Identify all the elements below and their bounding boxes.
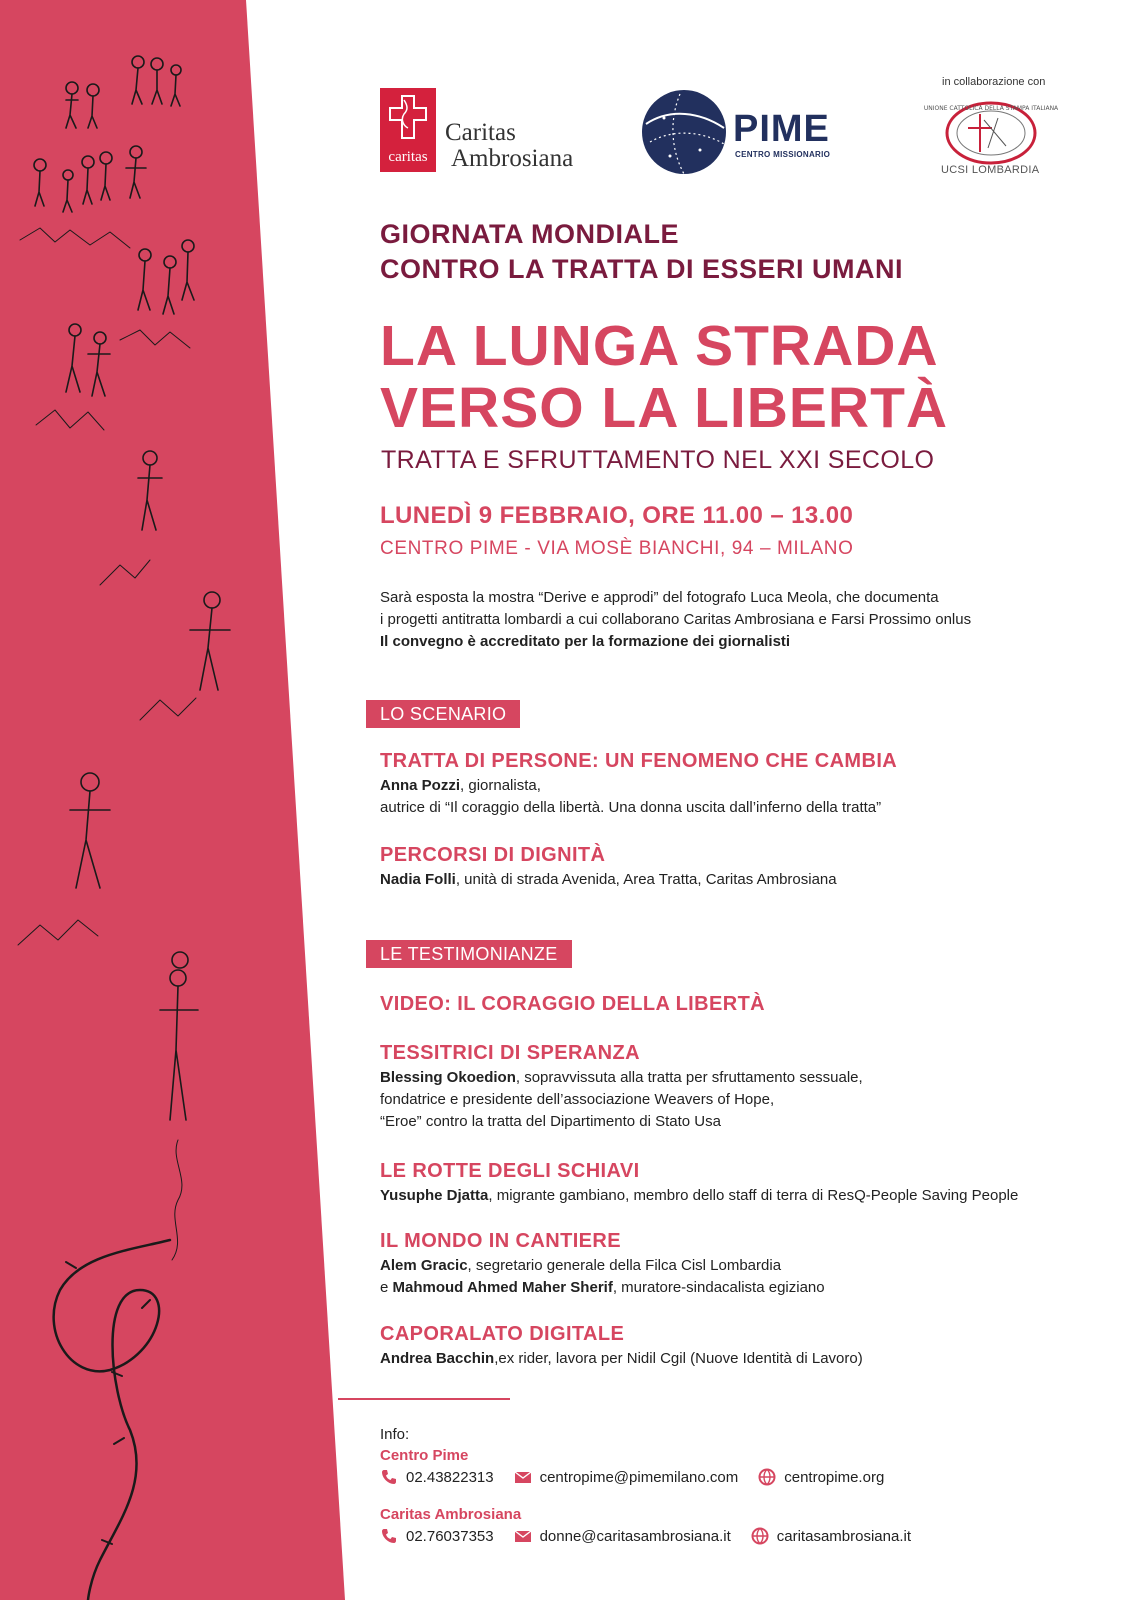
video-title: VIDEO: IL CORAGGIO DELLA LIBERTÀ (380, 993, 766, 1015)
talk-title: LE ROTTE DEGLI SCHIAVI (380, 1160, 640, 1182)
main-title-line2: VERSO LA LIBERTÀ (380, 376, 949, 440)
intro-text (380, 587, 971, 653)
talk-details (380, 1067, 863, 1133)
speaker-name: Nadia Folli (380, 871, 456, 888)
phone-link[interactable]: 02.43822313 (406, 1468, 494, 1486)
speaker-role: , giornalista, (460, 777, 541, 794)
talk-title: TESSITRICI DI SPERANZA (380, 1042, 640, 1064)
section-tag-testimonies: LE TESTIMONIANZE (366, 940, 572, 968)
speaker-name: Anna Pozzi (380, 777, 461, 794)
speaker-role: ,ex rider, lavora per Nidil Cgil (Nuove Identità di Lavoro) (494, 1350, 863, 1367)
intro-line1: Sarà esposta la mostra “Derive e approdi” del fotografo Luca Meola, che documenta (380, 589, 939, 606)
ucsi-seal-text: UNIONE CATTOLICA DELLA STAMPA ITALIANA (923, 105, 1059, 112)
info-label: Info: (380, 1426, 410, 1443)
speaker-role: , muratore-sindacalista egiziano (612, 1279, 825, 1296)
speaker-role-line3: “Eroe” contro la tratta del Dipartimento di Stato Usa (380, 1113, 721, 1130)
website-link[interactable]: centropime.org (784, 1468, 885, 1486)
ucsi-wordmark: UCSI LOMBARDIA (941, 164, 1040, 176)
caritas-logo (380, 88, 436, 172)
event-date: LUNEDÌ 9 FEBBRAIO, ORE 11.00 – 13.00 (380, 502, 854, 529)
event-name-line1: GIORNATA MONDIALE (380, 219, 679, 249)
talk-title: TRATTA DI PERSONE: UN FENOMENO CHE CAMBIA (380, 750, 898, 772)
email-icon (514, 1468, 532, 1486)
speaker-name: Alem Gracic (380, 1257, 468, 1274)
phone-icon (380, 1468, 398, 1486)
speaker-role: , sopravvissuta alla tratta per sfruttamento sessuale, (515, 1069, 863, 1086)
caritas-wordmark-line1: Caritas (445, 119, 516, 146)
event-venue: CENTRO PIME - VIA MOSÈ BIANCHI, 94 – MILANO (380, 538, 854, 559)
email-icon (514, 1527, 532, 1545)
talk-details (380, 1185, 1018, 1207)
speaker-name: Mahmoud Ahmed Maher Sherif (392, 1279, 613, 1296)
contact-row (380, 1527, 911, 1545)
email-link[interactable]: donne@caritasambrosiana.it (539, 1527, 731, 1545)
speaker-name: Andrea Bacchin (380, 1350, 495, 1367)
intro-line2: i progetti antitratta lombardi a cui collaborano Caritas Ambrosiana e Farsi Prossimo onlus (380, 611, 972, 628)
pime-globe-icon (640, 88, 728, 176)
intro-line3: Il convegno è accreditato per la formazione dei giornalisti (380, 633, 791, 650)
website-link[interactable]: caritasambrosiana.it (776, 1527, 911, 1545)
speaker-role-line2: fondatrice e presidente dell’associazione Weavers of Hope, (380, 1091, 775, 1108)
talk-title: PERCORSI DI DIGNITÀ (380, 844, 606, 866)
speaker-role-line2: autrice di “Il coraggio della libertà. Una donna uscita dall’inferno della tratta” (380, 799, 882, 816)
subtitle: TRATTA E SFRUTTAMENTO NEL XXI SECOLO (381, 446, 935, 474)
talk-details (380, 1348, 863, 1370)
section-tag-scenario: LO SCENARIO (366, 700, 520, 728)
event-name-line2: CONTRO LA TRATTA DI ESSERI UMANI (380, 254, 903, 284)
caritas-wordmark-line2: Ambrosiana (451, 145, 574, 172)
speaker-name: Yusuphe Djatta (380, 1187, 489, 1204)
caritas-cross-icon (386, 92, 430, 142)
org-name-caritas: Caritas Ambrosiana (380, 1506, 522, 1523)
caritas-wordmark (445, 120, 573, 172)
org-name-centro-pime: Centro Pime (380, 1447, 469, 1464)
globe-icon (751, 1527, 769, 1545)
speaker-conjunction: e (380, 1279, 393, 1296)
pime-wordmark: PIME (733, 108, 830, 150)
speaker-role: , unità di strada Avenida, Area Tratta, Caritas Ambrosiana (455, 871, 837, 888)
speaker-role: , segretario generale della Filca Cisl Lombardia (467, 1257, 782, 1274)
caritas-logo-label: caritas (388, 149, 428, 165)
talk-details (380, 775, 881, 819)
divider (338, 1398, 510, 1400)
side-illustration (0, 0, 360, 1600)
talk-title: IL MONDO IN CANTIERE (380, 1230, 621, 1252)
globe-icon (758, 1468, 776, 1486)
pime-subtitle: CENTRO MISSIONARIO (735, 150, 831, 159)
main-title-line1: LA LUNGA STRADA (380, 314, 939, 378)
speaker-role: , migrante gambiano, membro dello staff di terra di ResQ-People Saving People (488, 1187, 1019, 1204)
talk-details (380, 869, 837, 891)
phone-icon (380, 1527, 398, 1545)
speaker-name: Blessing Okoedion (380, 1069, 516, 1086)
ucsi-seal-icon (923, 100, 1059, 166)
email-link[interactable]: centropime@pimemilano.com (539, 1468, 739, 1486)
talk-title: CAPORALATO DIGITALE (380, 1323, 625, 1345)
side-band (0, 0, 345, 1600)
phone-link[interactable]: 02.76037353 (406, 1527, 494, 1545)
talk-details (380, 1255, 825, 1299)
contact-row (380, 1468, 884, 1486)
collaboration-label: in collaborazione con (942, 76, 1046, 88)
